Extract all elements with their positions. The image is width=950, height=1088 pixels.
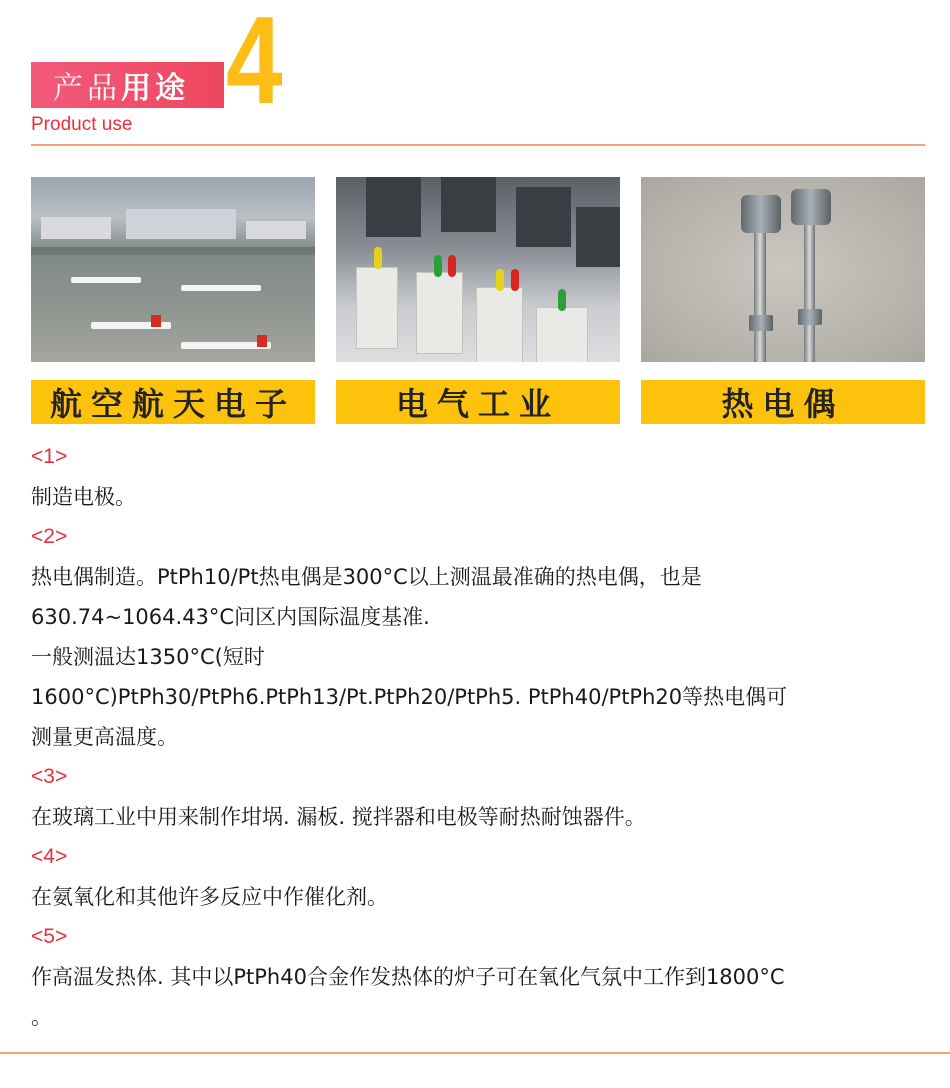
gallery-label-aerospace: 航空航天电子 — [31, 380, 315, 424]
item-number: <2> — [31, 525, 68, 548]
thermocouple-photo — [641, 177, 925, 362]
airport-photo — [31, 177, 315, 362]
item-number: <5> — [31, 925, 68, 948]
section-tag-plain: 产品 — [53, 71, 121, 106]
item-number: <1> — [31, 445, 68, 468]
gallery-card-thermocouple — [641, 177, 925, 423]
header-divider — [31, 144, 925, 146]
electrical-panel-photo — [336, 177, 620, 362]
section-tag — [31, 62, 224, 108]
section-tag-bold: 用途 — [121, 71, 189, 106]
item-text: 测量更高温度。 — [31, 725, 178, 749]
gallery-card-electrical — [336, 177, 620, 423]
gallery-label-electrical: 电气工业 — [336, 380, 620, 424]
section-number: 4 — [226, 0, 283, 130]
item-number: <3> — [31, 765, 68, 788]
item-text: 。 — [31, 1005, 52, 1029]
item-text: 630.74~1064.43°C问区内国际温度基准. — [31, 605, 430, 629]
usage-list — [31, 437, 931, 1037]
gallery-label-thermocouple: 热电偶 — [641, 380, 925, 424]
footer-divider — [0, 1052, 950, 1054]
section-subtitle: Product use — [31, 114, 133, 135]
item-text: 一般测温达1350°C(短时 — [31, 645, 265, 669]
item-text: 在氨氧化和其他许多反应中作催化剂。 — [31, 885, 388, 909]
item-text: 制造电极。 — [31, 485, 136, 509]
section-header — [0, 0, 950, 148]
gallery-card-aerospace — [31, 177, 315, 423]
item-text: 1600°C)PtPh30/PtPh6.PtPh13/Pt.PtPh20/PtPh5. PtPh40/PtPh20等热电偶可 — [31, 685, 788, 709]
item-number: <4> — [31, 845, 68, 868]
item-text: 作高温发热体. 其中以PtPh40合金作发热体的炉子可在氧化气氛中工作到1800°C — [31, 965, 785, 989]
item-text: 在玻璃工业中用来制作坩埚. 漏板. 搅拌器和电极等耐热耐蚀器件。 — [31, 805, 646, 829]
item-text: 热电偶制造。PtPh10/Pt热电偶是300°C以上测温最准确的热电偶，也是 — [31, 565, 702, 589]
application-gallery — [0, 177, 950, 427]
